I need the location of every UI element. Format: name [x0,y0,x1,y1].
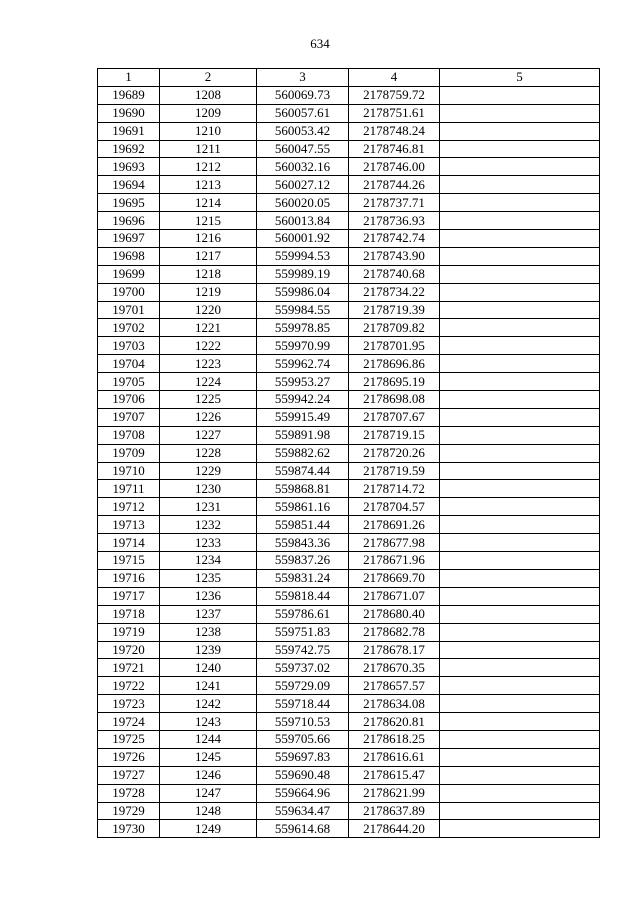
table-cell-col-1: 19721 [98,659,160,677]
table-cell-col-5 [440,516,600,534]
table-cell-col-3: 559970.99 [257,337,349,355]
table-row [98,373,600,391]
table-row [98,408,600,426]
table-cell-col-1: 19707 [98,408,160,426]
table-cell-col-4: 2178742.74 [349,230,440,248]
table-cell-col-2: 1210 [160,122,257,140]
table-cell-col-3: 559831.24 [257,569,349,587]
table-row [98,659,600,677]
table-row [98,730,600,748]
table-cell-col-5 [440,695,600,713]
table-cell-col-4: 2178671.96 [349,552,440,570]
table-cell-col-3: 559953.27 [257,373,349,391]
table-cell-col-2: 1225 [160,391,257,409]
table-cell-col-5 [440,158,600,176]
table-cell-col-5 [440,426,600,444]
table-cell-col-2: 1222 [160,337,257,355]
table-cell-col-3: 559705.66 [257,730,349,748]
table-cell-col-4: 2178720.26 [349,444,440,462]
table-row [98,194,600,212]
table-cell-col-1: 19706 [98,391,160,409]
table-cell-col-4: 2178615.47 [349,766,440,784]
table-cell-col-4: 2178644.20 [349,820,440,838]
table-cell-col-4: 2178669.70 [349,569,440,587]
table-row [98,301,600,319]
table-cell-col-2: 1223 [160,355,257,373]
table-cell-col-1: 19723 [98,695,160,713]
table-cell-col-1: 19727 [98,766,160,784]
table-cell-col-5 [440,283,600,301]
table-cell-col-3: 559614.68 [257,820,349,838]
table-cell-col-5 [440,605,600,623]
table-cell-col-5 [440,569,600,587]
table-cell-col-4: 2178680.40 [349,605,440,623]
table-row [98,695,600,713]
table-cell-col-4: 2178616.61 [349,748,440,766]
table-cell-col-2: 1218 [160,265,257,283]
table-cell-col-4: 2178740.68 [349,265,440,283]
table-cell-col-5 [440,247,600,265]
table-cell-col-5 [440,677,600,695]
table-cell-col-5 [440,194,600,212]
table-cell-col-5 [440,86,600,104]
table-cell-col-4: 2178744.26 [349,176,440,194]
table-cell-col-1: 19693 [98,158,160,176]
table-row [98,784,600,802]
table-cell-col-4: 2178677.98 [349,534,440,552]
table-cell-col-1: 19701 [98,301,160,319]
table-cell-col-4: 2178719.59 [349,462,440,480]
table-cell-col-3: 559751.83 [257,623,349,641]
table-cell-col-3: 559962.74 [257,355,349,373]
table-cell-col-5 [440,784,600,802]
table-cell-col-1: 19697 [98,230,160,248]
table-row [98,802,600,820]
table-row [98,480,600,498]
table-cell-col-3: 559978.85 [257,319,349,337]
table-cell-col-5 [440,713,600,731]
column-header-3: 3 [257,69,349,87]
table-cell-col-3: 559837.26 [257,552,349,570]
table-cell-col-4: 2178707.67 [349,408,440,426]
table-cell-col-5 [440,623,600,641]
table-cell-col-3: 559942.24 [257,391,349,409]
table-cell-col-4: 2178671.07 [349,587,440,605]
table-row [98,605,600,623]
table-cell-col-5 [440,230,600,248]
table-cell-col-3: 559986.04 [257,283,349,301]
table-cell-col-2: 1212 [160,158,257,176]
table-cell-col-5 [440,748,600,766]
table-cell-col-5 [440,391,600,409]
table-cell-col-4: 2178737.71 [349,194,440,212]
table-cell-col-1: 19730 [98,820,160,838]
table-cell-col-1: 19709 [98,444,160,462]
table-cell-col-4: 2178719.39 [349,301,440,319]
table-row [98,748,600,766]
table-cell-col-4: 2178719.15 [349,426,440,444]
column-header-4: 4 [349,69,440,87]
table-cell-col-2: 1241 [160,677,257,695]
table-cell-col-1: 19724 [98,713,160,731]
table-cell-col-3: 559710.53 [257,713,349,731]
table-row [98,247,600,265]
table-cell-col-3: 559882.62 [257,444,349,462]
table-row [98,265,600,283]
table-cell-col-4: 2178698.08 [349,391,440,409]
table-cell-col-2: 1243 [160,713,257,731]
table-cell-col-2: 1235 [160,569,257,587]
table-row [98,122,600,140]
table-cell-col-1: 19698 [98,247,160,265]
table-cell-col-5 [440,337,600,355]
table-cell-col-1: 19719 [98,623,160,641]
table-row [98,569,600,587]
table-cell-col-2: 1248 [160,802,257,820]
table-row [98,86,600,104]
table-cell-col-4: 2178701.95 [349,337,440,355]
table-cell-col-2: 1224 [160,373,257,391]
table-cell-col-2: 1217 [160,247,257,265]
table-cell-col-2: 1236 [160,587,257,605]
page-number: 634 [310,36,330,51]
table-cell-col-2: 1231 [160,498,257,516]
column-header-2: 2 [160,69,257,87]
table-cell-col-2: 1244 [160,730,257,748]
table-row [98,391,600,409]
table-cell-col-1: 19712 [98,498,160,516]
table-cell-col-2: 1211 [160,140,257,158]
table-cell-col-3: 559994.53 [257,247,349,265]
table-cell-col-1: 19705 [98,373,160,391]
table-cell-col-3: 560027.12 [257,176,349,194]
table-cell-col-5 [440,587,600,605]
table-cell-col-2: 1215 [160,212,257,230]
table-cell-col-3: 559718.44 [257,695,349,713]
table-cell-col-5 [440,480,600,498]
table-cell-col-5 [440,659,600,677]
table-cell-col-5 [440,301,600,319]
table-cell-col-2: 1219 [160,283,257,301]
table-cell-col-3: 559984.55 [257,301,349,319]
table-cell-col-2: 1239 [160,641,257,659]
table-cell-col-5 [440,140,600,158]
table-cell-col-4: 2178714.72 [349,480,440,498]
table-row [98,337,600,355]
table-cell-col-3: 560013.84 [257,212,349,230]
table-cell-col-1: 19728 [98,784,160,802]
coordinates-table [97,68,600,838]
table-cell-col-2: 1213 [160,176,257,194]
table-cell-col-4: 2178634.08 [349,695,440,713]
table-cell-col-3: 560020.05 [257,194,349,212]
table-row [98,534,600,552]
table-cell-col-3: 559729.09 [257,677,349,695]
table-cell-col-4: 2178637.89 [349,802,440,820]
table-cell-col-3: 560032.16 [257,158,349,176]
table-row [98,426,600,444]
table-row [98,104,600,122]
table-row [98,641,600,659]
table-cell-col-3: 559861.16 [257,498,349,516]
table-row [98,283,600,301]
table-cell-col-2: 1208 [160,86,257,104]
table-cell-col-3: 559915.49 [257,408,349,426]
table-cell-col-4: 2178691.26 [349,516,440,534]
table-cell-col-1: 19704 [98,355,160,373]
table-cell-col-2: 1220 [160,301,257,319]
table-cell-col-5 [440,641,600,659]
table-cell-col-1: 19718 [98,605,160,623]
table-cell-col-2: 1238 [160,623,257,641]
table-cell-col-2: 1227 [160,426,257,444]
table-cell-col-2: 1229 [160,462,257,480]
table-row [98,587,600,605]
table-cell-col-2: 1249 [160,820,257,838]
table-row [98,552,600,570]
table-cell-col-4: 2178621.99 [349,784,440,802]
table-cell-col-1: 19690 [98,104,160,122]
table-cell-col-2: 1240 [160,659,257,677]
table-row [98,623,600,641]
table-cell-col-2: 1245 [160,748,257,766]
table-cell-col-4: 2178695.19 [349,373,440,391]
table-cell-col-4: 2178743.90 [349,247,440,265]
table-cell-col-2: 1230 [160,480,257,498]
table-cell-col-4: 2178759.72 [349,86,440,104]
table-cell-col-1: 19692 [98,140,160,158]
table-cell-col-3: 560001.92 [257,230,349,248]
table-cell-col-4: 2178620.81 [349,713,440,731]
table-cell-col-5 [440,408,600,426]
table-cell-col-1: 19694 [98,176,160,194]
table-cell-col-3: 559891.98 [257,426,349,444]
table-cell-col-5 [440,176,600,194]
table-row [98,713,600,731]
table-cell-col-4: 2178709.82 [349,319,440,337]
table-cell-col-5 [440,498,600,516]
table-cell-col-1: 19716 [98,569,160,587]
table-cell-col-2: 1246 [160,766,257,784]
table-cell-col-4: 2178746.81 [349,140,440,158]
table-cell-col-1: 19717 [98,587,160,605]
table-cell-col-1: 19708 [98,426,160,444]
table-cell-col-5 [440,802,600,820]
table-row [98,677,600,695]
table-cell-col-4: 2178704.57 [349,498,440,516]
table-cell-col-2: 1226 [160,408,257,426]
table-cell-col-1: 19695 [98,194,160,212]
table-cell-col-3: 560047.55 [257,140,349,158]
table-cell-col-1: 19729 [98,802,160,820]
table-cell-col-2: 1247 [160,784,257,802]
table-cell-col-3: 559989.19 [257,265,349,283]
table-cell-col-3: 559874.44 [257,462,349,480]
table-cell-col-5 [440,319,600,337]
table-cell-col-2: 1209 [160,104,257,122]
table-row [98,766,600,784]
table-cell-col-2: 1232 [160,516,257,534]
table-body [98,86,600,837]
table-cell-col-1: 19714 [98,534,160,552]
table-cell-col-4: 2178670.35 [349,659,440,677]
table-row [98,355,600,373]
table-cell-col-4: 2178657.57 [349,677,440,695]
table-cell-col-2: 1228 [160,444,257,462]
table-cell-col-1: 19711 [98,480,160,498]
table-cell-col-5 [440,444,600,462]
table-cell-col-4: 2178678.17 [349,641,440,659]
table-cell-col-1: 19713 [98,516,160,534]
table-cell-col-3: 560057.61 [257,104,349,122]
table-header-row [98,69,600,87]
table-cell-col-3: 559634.47 [257,802,349,820]
table-cell-col-5 [440,373,600,391]
table-cell-col-3: 560053.42 [257,122,349,140]
table-cell-col-3: 559818.44 [257,587,349,605]
table-cell-col-5 [440,122,600,140]
table-cell-col-3: 559851.44 [257,516,349,534]
table-cell-col-2: 1214 [160,194,257,212]
table-cell-col-1: 19696 [98,212,160,230]
table-cell-col-3: 559690.48 [257,766,349,784]
column-header-5: 5 [440,69,600,87]
table-cell-col-4: 2178748.24 [349,122,440,140]
table-row [98,498,600,516]
table-cell-col-5 [440,355,600,373]
table-row [98,158,600,176]
table-row [98,820,600,838]
table-cell-col-4: 2178696.86 [349,355,440,373]
table-cell-col-4: 2178751.61 [349,104,440,122]
table-cell-col-4: 2178736.93 [349,212,440,230]
table-row [98,176,600,194]
table-cell-col-3: 559786.61 [257,605,349,623]
table-cell-col-2: 1216 [160,230,257,248]
table-cell-col-1: 19722 [98,677,160,695]
table-cell-col-2: 1233 [160,534,257,552]
table-cell-col-3: 559664.96 [257,784,349,802]
table-row [98,462,600,480]
table-cell-col-1: 19689 [98,86,160,104]
table-cell-col-5 [440,265,600,283]
table-cell-col-3: 559843.36 [257,534,349,552]
table-cell-col-1: 19691 [98,122,160,140]
table-cell-col-3: 559697.83 [257,748,349,766]
table-cell-col-2: 1237 [160,605,257,623]
table-cell-col-1: 19703 [98,337,160,355]
column-header-1: 1 [98,69,160,87]
table-cell-col-1: 19725 [98,730,160,748]
table-cell-col-3: 559737.02 [257,659,349,677]
table-row [98,516,600,534]
table-cell-col-5 [440,212,600,230]
table-cell-col-4: 2178734.22 [349,283,440,301]
table-row [98,444,600,462]
table-cell-col-5 [440,730,600,748]
table-cell-col-2: 1234 [160,552,257,570]
table-cell-col-1: 19710 [98,462,160,480]
table-cell-col-1: 19726 [98,748,160,766]
table-cell-col-5 [440,552,600,570]
table-row [98,140,600,158]
table-cell-col-4: 2178682.78 [349,623,440,641]
table-row [98,319,600,337]
table-cell-col-1: 19715 [98,552,160,570]
table-cell-col-2: 1221 [160,319,257,337]
table-cell-col-2: 1242 [160,695,257,713]
table-cell-col-5 [440,820,600,838]
table-cell-col-3: 559742.75 [257,641,349,659]
table-cell-col-5 [440,104,600,122]
table-cell-col-5 [440,766,600,784]
table-cell-col-1: 19699 [98,265,160,283]
table-cell-col-4: 2178618.25 [349,730,440,748]
table-row [98,212,600,230]
table-cell-col-1: 19720 [98,641,160,659]
table-cell-col-4: 2178746.00 [349,158,440,176]
table-cell-col-5 [440,534,600,552]
table-cell-col-5 [440,462,600,480]
table-cell-col-1: 19700 [98,283,160,301]
table-cell-col-3: 559868.81 [257,480,349,498]
table-cell-col-1: 19702 [98,319,160,337]
table-row [98,230,600,248]
table-cell-col-3: 560069.73 [257,86,349,104]
